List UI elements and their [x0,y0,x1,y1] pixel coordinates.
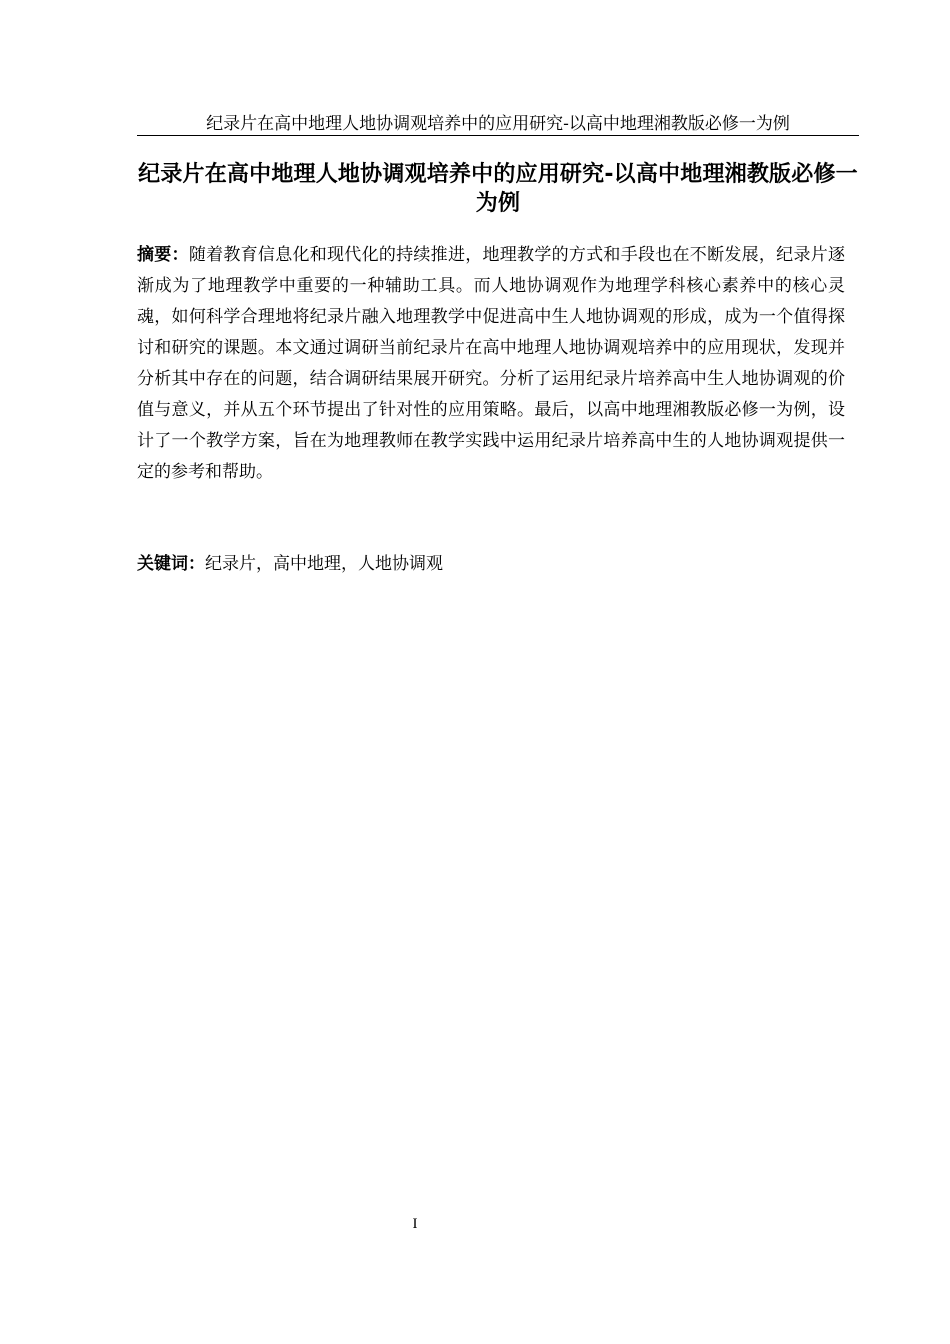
page-number: I [412,1216,418,1232]
paper-title: 纪录片在高中地理人地协调观培养中的应用研究-以高中地理湘教版必修一为例 [138,162,858,216]
abstract-text: 随着教育信息化和现代化的持续推进，地理教学的方式和手段也在不断发展，纪录片逐渐成为了地理教学中重要的一种辅助工具。而人地协调观作为地理学科核心素养中的核心灵魂，如何科学合理地将纪录片融入地理教学中促进高中生人地协调观的形成，成为一个值得探讨和研究的课题。本文通过调研当前纪录片在高中地理人地协调观培养中的应用现状，发现并分析其中存在的问题，结合调研结果展开研究。分析了运用纪录片培养高中生人地协调观的价值与意义，并从五个环节提出了针对性的应用策略。最后，以高中地理湘教版必修一为例，设计了一个教学方案，旨在为地理教师在教学实践中运用纪录片培养高中生的人地协调观提供一定的参考和帮助。 [137,245,846,482]
abstract-label: 摘要： [137,245,189,265]
running-header: 纪录片在高中地理人地协调观培养中的应用研究-以高中地理湘教版必修一为例 [137,113,859,136]
abstract-paragraph [137,240,845,488]
keywords-text: 纪录片，高中地理，人地协调观 [205,554,443,574]
keywords-line [137,549,845,580]
keywords-label: 关键词： [137,554,205,574]
